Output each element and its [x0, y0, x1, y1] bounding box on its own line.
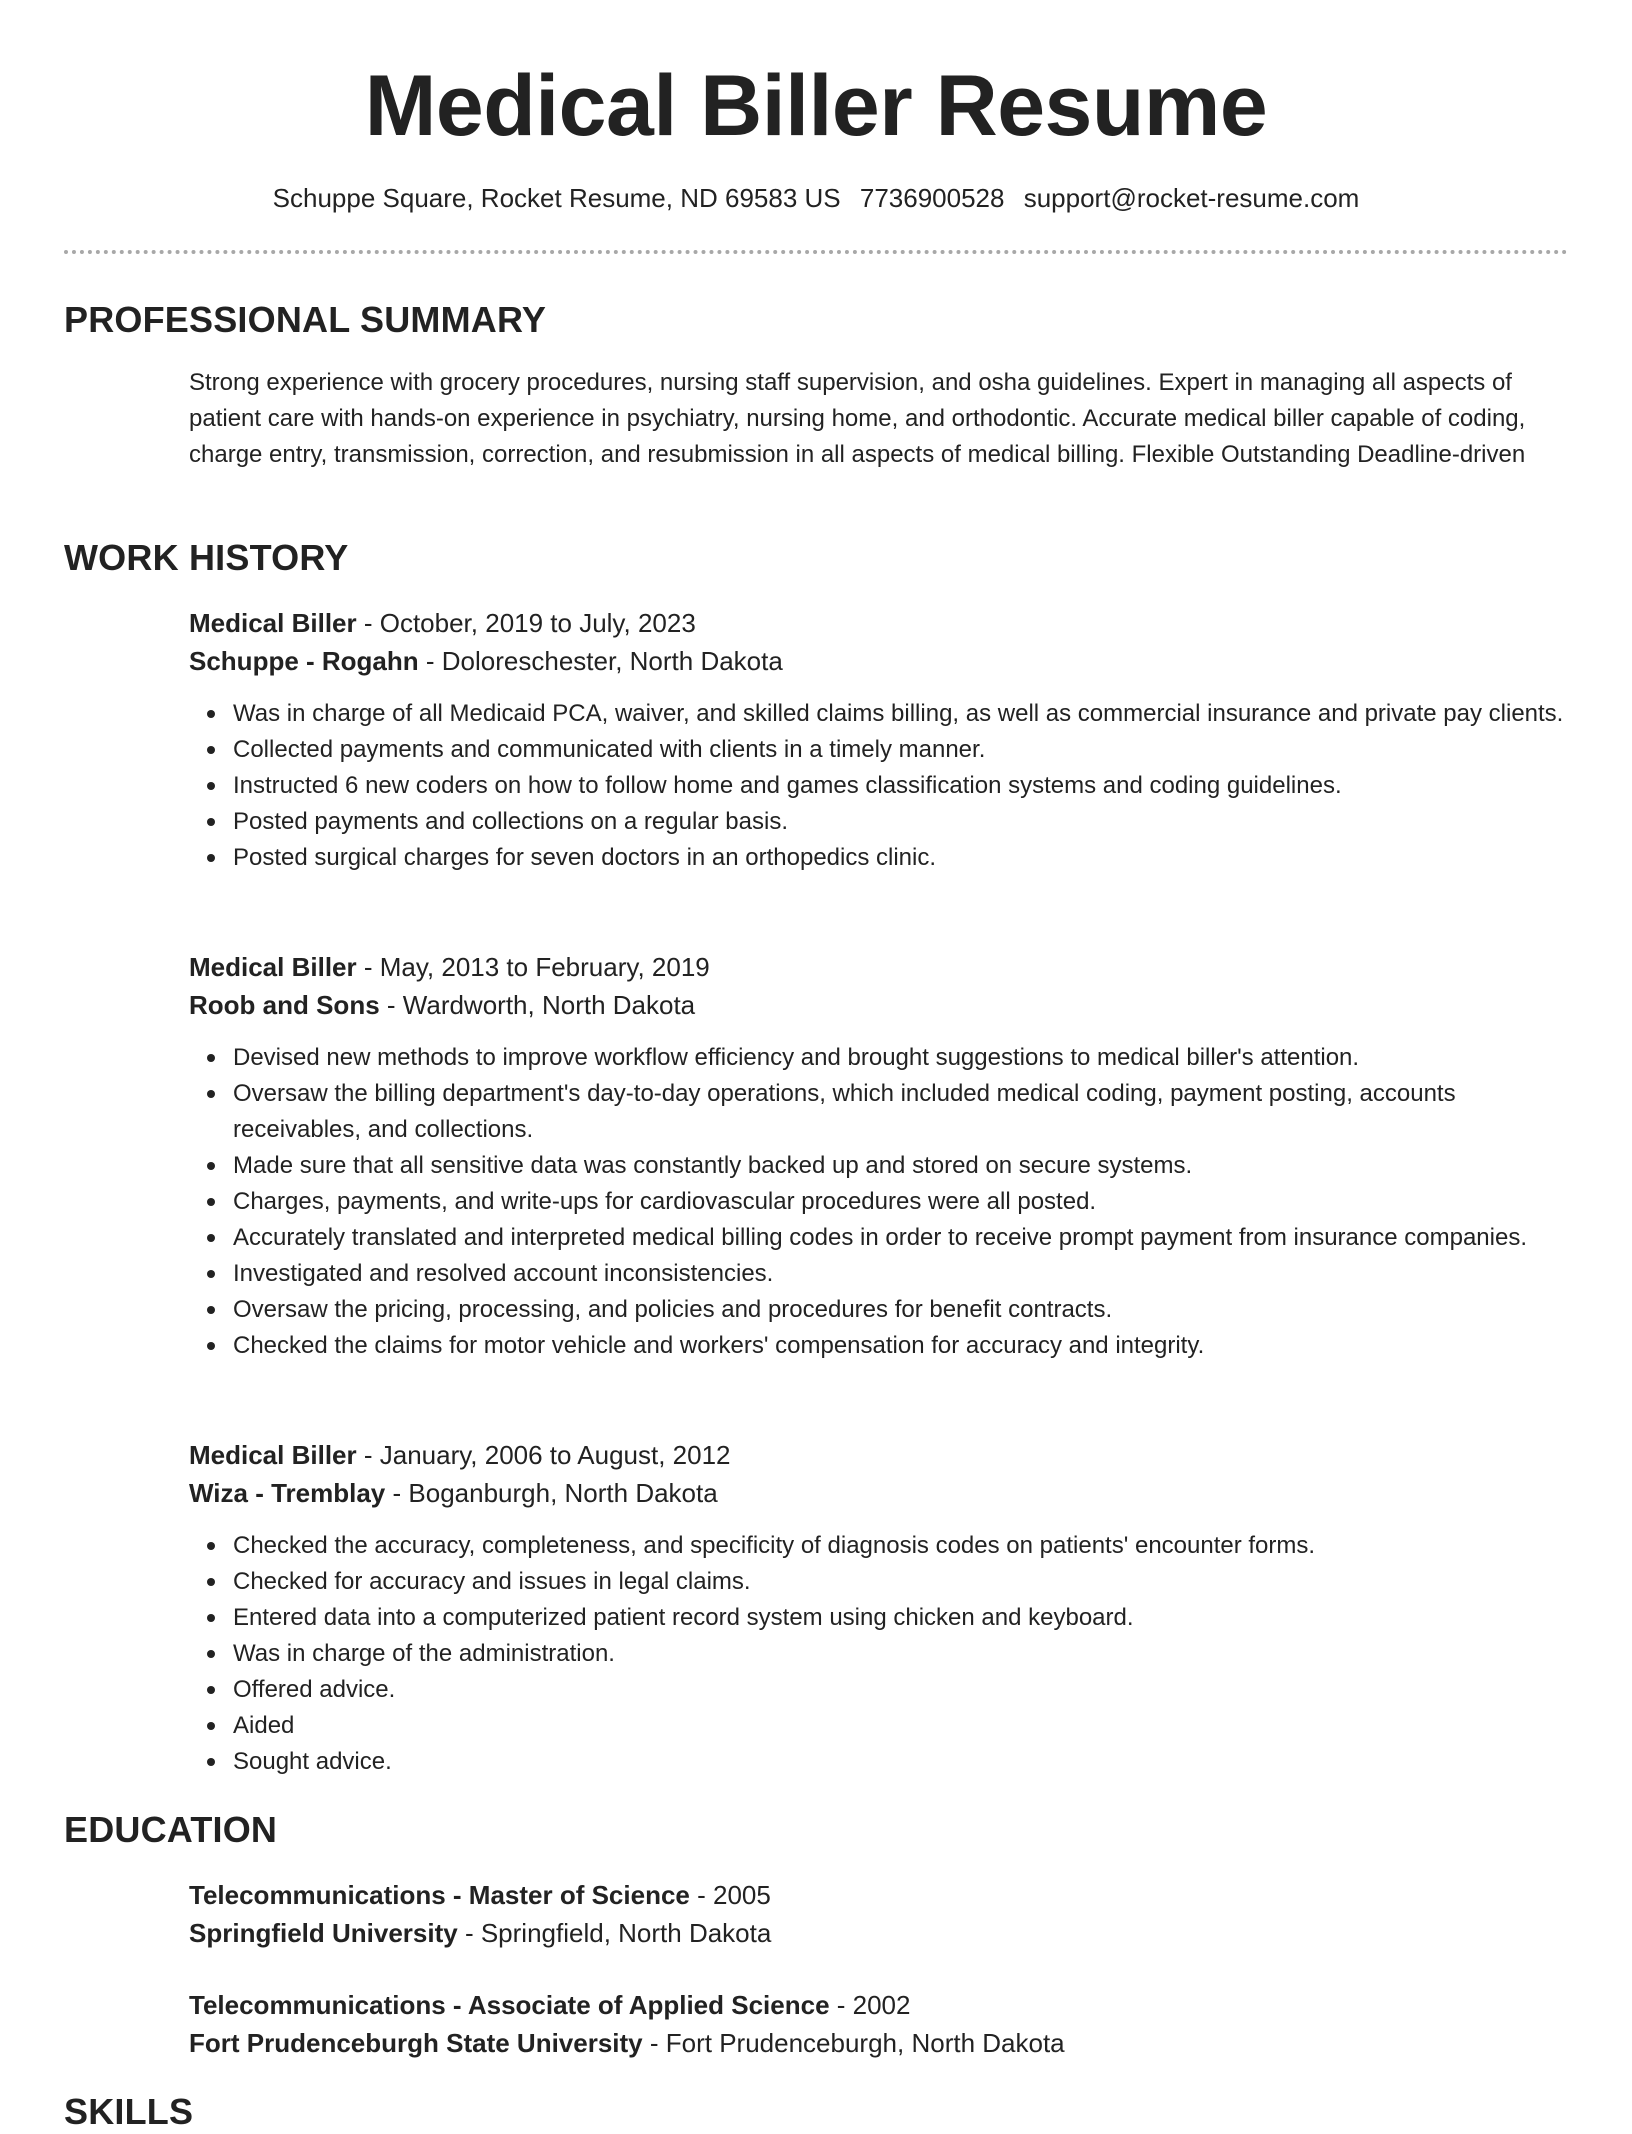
job-dates: - May, 2013 to February, 2019 [356, 952, 710, 982]
summary-block [189, 365, 1569, 473]
school-line [189, 1914, 1569, 1952]
job-company-line [189, 1474, 1569, 1512]
degree-year: - 2005 [689, 1880, 771, 1910]
job-company-line [189, 986, 1569, 1024]
job-bullets [189, 1528, 1569, 1780]
job-bullet: Investigated and resolved account inconsistencies. [233, 1256, 1569, 1292]
job-bullet: Checked for accuracy and issues in legal claims. [233, 1564, 1569, 1600]
job-company: Wiza - Tremblay [189, 1478, 386, 1508]
job-bullet: Made sure that all sensitive data was constantly backed up and stored on secure systems. [233, 1148, 1569, 1184]
skills-heading: SKILLS [64, 2091, 194, 2132]
resume-title: Medical Biller Resume [364, 58, 1268, 154]
degree-line [189, 1986, 1569, 2024]
job-bullet: Was in charge of the administration. [233, 1636, 1569, 1672]
job-title-line [189, 604, 1569, 642]
job-role: Medical Biller [189, 952, 357, 982]
job-company-line [189, 642, 1569, 680]
job-dates: - October, 2019 to July, 2023 [356, 608, 696, 638]
job-bullet: Instructed 6 new coders on how to follow home and games classification systems and coding guidelines. [233, 768, 1569, 804]
school-location: - Fort Prudenceburgh, North Dakota [642, 2028, 1065, 2058]
summary-text: Strong experience with grocery procedures, nursing staff supervision, and osha guidelines. Expert in managing all aspects of patient care with hands-on experience in psychiatry, nursing home, and orthodontic. Accurate medical biller capable of coding, charge entry, transmission, correction, and resubmission in all aspects of medical billing. Flexible Outstanding Deadline-driven [189, 369, 1526, 468]
degree-name: Telecommunications - Master of Science [189, 1880, 690, 1910]
job-bullet: Devised new methods to improve workflow efficiency and brought suggestions to medical biller's attention. [233, 1040, 1569, 1076]
job-dates: - January, 2006 to August, 2012 [356, 1440, 731, 1470]
job-entry [189, 948, 1569, 1364]
job-bullet: Collected payments and communicated with clients in a timely manner. [233, 732, 1569, 768]
job-bullet: Sought advice. [233, 1744, 1569, 1780]
work-history-heading: WORK HISTORY [64, 537, 349, 578]
job-bullet: Checked the claims for motor vehicle and workers' compensation for accuracy and integrity. [233, 1328, 1569, 1364]
education-entry [189, 1986, 1569, 2062]
job-bullet: Charges, payments, and write-ups for cardiovascular procedures were all posted. [233, 1184, 1569, 1220]
job-company: Roob and Sons [189, 990, 380, 1020]
job-bullet: Checked the accuracy, completeness, and specificity of diagnosis codes on patients' encounter forms. [233, 1528, 1569, 1564]
job-title-line [189, 948, 1569, 986]
job-role: Medical Biller [189, 1440, 357, 1470]
job-bullet: Accurately translated and interpreted medical billing codes in order to receive prompt payment from insurance companies. [233, 1220, 1569, 1256]
job-location: - Boganburgh, North Dakota [385, 1478, 718, 1508]
job-location: - Wardworth, North Dakota [379, 990, 696, 1020]
contact-address: Schuppe Square, Rocket Resume, ND 69583 US [272, 183, 841, 213]
job-company: Schuppe - Rogahn [189, 646, 419, 676]
school-name: Springfield University [189, 1918, 458, 1948]
job-bullets [189, 1040, 1569, 1364]
education-heading: EDUCATION [64, 1809, 278, 1850]
summary-heading: PROFESSIONAL SUMMARY [64, 299, 547, 340]
school-name: Fort Prudenceburgh State University [189, 2028, 643, 2058]
job-bullet: Oversaw the pricing, processing, and policies and procedures for benefit contracts. [233, 1292, 1569, 1328]
job-bullet: Offered advice. [233, 1672, 1569, 1708]
job-entry [189, 604, 1569, 876]
contact-email[interactable]: support@rocket-resume.com [1023, 183, 1360, 213]
job-location: - Doloreschester, North Dakota [418, 646, 783, 676]
contact-line [0, 180, 1632, 216]
contact-phone: 7736900528 [859, 183, 1005, 213]
job-bullet: Entered data into a computerized patient record system using chicken and keyboard. [233, 1600, 1569, 1636]
degree-year: - 2002 [829, 1990, 911, 2020]
job-role: Medical Biller [189, 608, 357, 638]
education-entry [189, 1876, 1569, 1952]
job-bullets [189, 696, 1569, 876]
job-bullet: Was in charge of all Medicaid PCA, waiver, and skilled claims billing, as well as commercial insurance and private pay clients. [233, 696, 1569, 732]
job-bullet: Posted surgical charges for seven doctors in an orthopedics clinic. [233, 840, 1569, 876]
header-divider [64, 250, 1568, 254]
job-bullet: Aided [233, 1708, 1569, 1744]
job-title-line [189, 1436, 1569, 1474]
school-line [189, 2024, 1569, 2062]
school-location: - Springfield, North Dakota [457, 1918, 772, 1948]
job-bullet: Oversaw the billing department's day-to-day operations, which included medical coding, payment posting, accounts receivables, and collections. [233, 1076, 1569, 1148]
degree-line [189, 1876, 1569, 1914]
job-entry [189, 1436, 1569, 1780]
job-bullet: Posted payments and collections on a regular basis. [233, 804, 1569, 840]
degree-name: Telecommunications - Associate of Applied Science [189, 1990, 830, 2020]
